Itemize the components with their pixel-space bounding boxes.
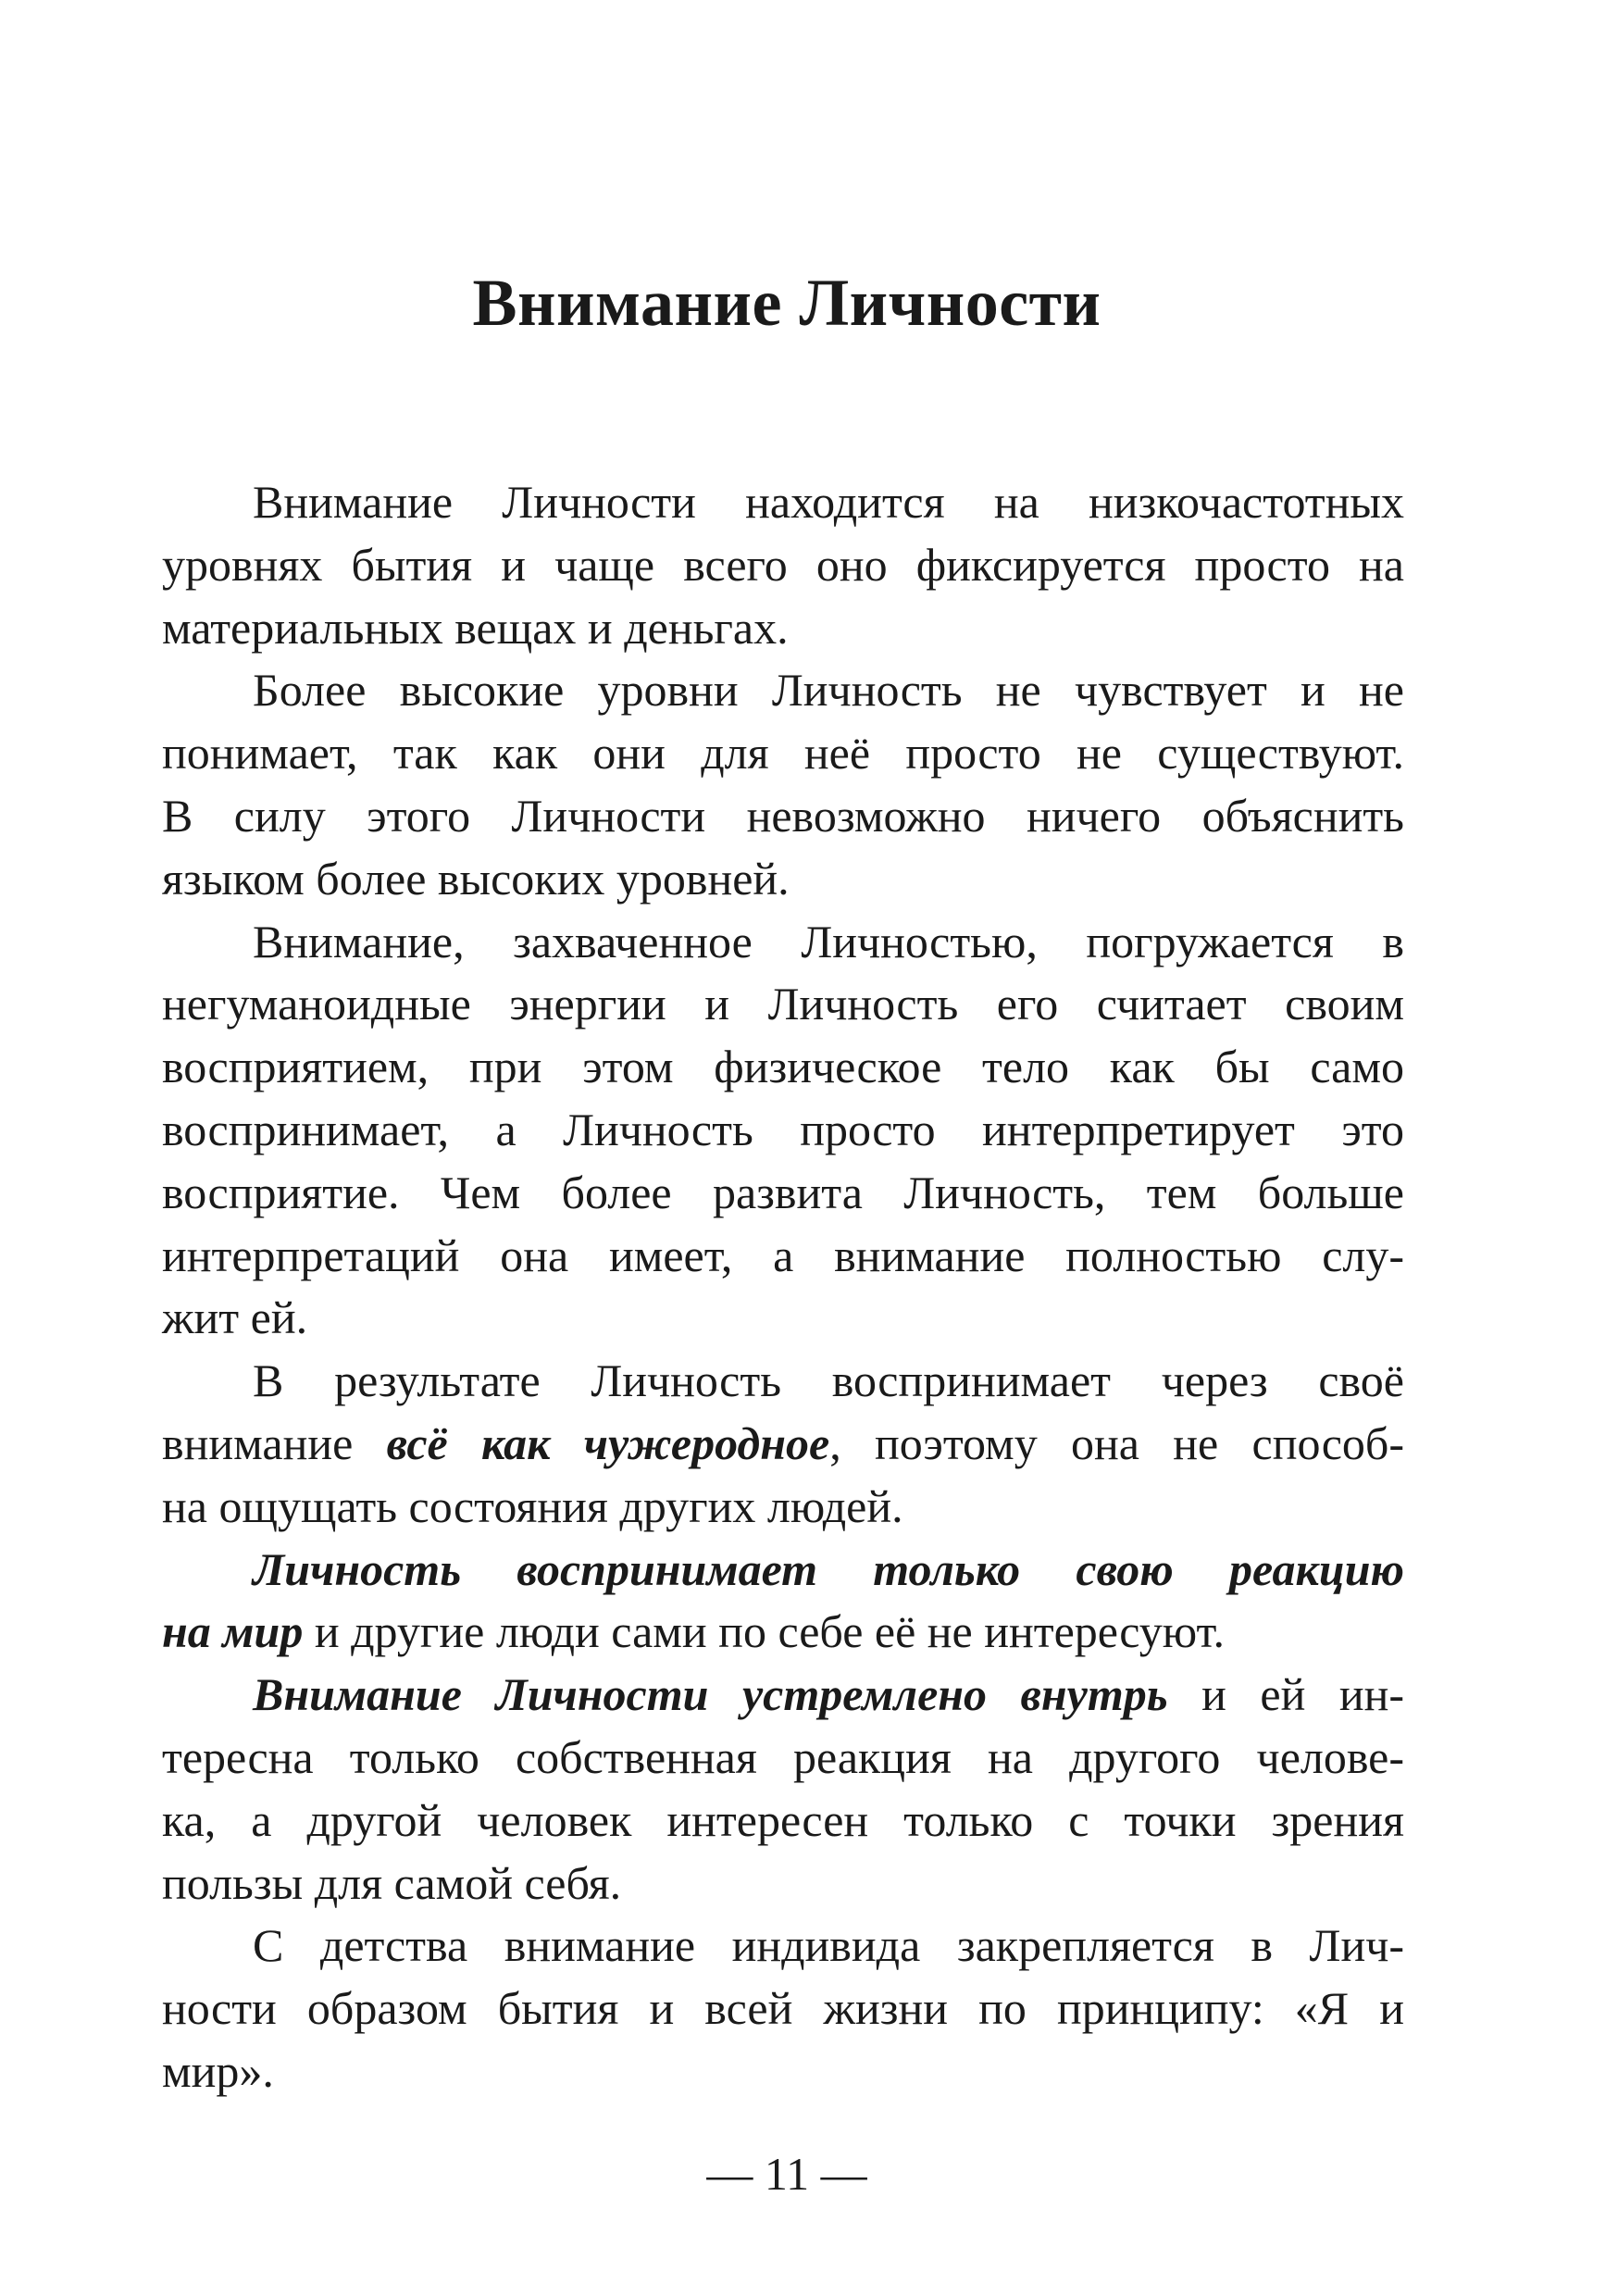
text-segment: , поэтому она не способ- bbox=[829, 1416, 1404, 1469]
text-line bbox=[162, 911, 1404, 974]
paragraph bbox=[162, 1664, 1404, 1915]
text-segment: восприятием, при этом физическое тело как бы само bbox=[162, 1041, 1404, 1093]
text-line bbox=[162, 1225, 1404, 1288]
paragraph bbox=[162, 911, 1404, 1351]
text-segment: воспринимает, а Личность просто интерпретирует это bbox=[162, 1103, 1404, 1155]
paragraph bbox=[162, 1915, 1404, 2103]
text-line bbox=[162, 1790, 1404, 1853]
text-segment: внимание bbox=[162, 1416, 387, 1469]
text-line bbox=[162, 471, 1404, 534]
text-segment: тересна только собственная реакция на другого челове- bbox=[162, 1730, 1404, 1783]
text-line bbox=[162, 2040, 1404, 2103]
text-segment: и ей ин- bbox=[1167, 1668, 1404, 1721]
text-line bbox=[162, 534, 1404, 597]
paragraph bbox=[162, 1539, 1404, 1665]
text-segment: на ощущать состояния других людей. bbox=[162, 1479, 903, 1532]
text-segment: мир». bbox=[162, 2044, 274, 2097]
text-line bbox=[162, 785, 1404, 848]
text-line bbox=[162, 1978, 1404, 2040]
text-line bbox=[162, 1413, 1404, 1476]
emphasized-text: на мир bbox=[162, 1605, 304, 1658]
text-segment: негуманоидные энергии и Личность его считает своим bbox=[162, 978, 1404, 1030]
text-segment: понимает, так как они для неё просто не существуют. bbox=[162, 727, 1404, 780]
text-line bbox=[162, 1350, 1404, 1413]
text-segment: интерпретаций она имеет, а внимание полностью слу- bbox=[162, 1229, 1404, 1281]
text-line bbox=[162, 1601, 1404, 1664]
emphasized-text: всё как чужеродное bbox=[386, 1416, 830, 1469]
text-line bbox=[162, 1162, 1404, 1225]
text-segment: В силу этого Личности невозможно ничего объяснить bbox=[162, 789, 1404, 842]
text-segment: В результате Личность воспринимает через своё bbox=[253, 1354, 1404, 1407]
text-line bbox=[162, 597, 1404, 660]
text-segment: и другие люди сами по себе её не интересуют. bbox=[303, 1605, 1226, 1658]
text-segment: С детства внимание индивида закрепляется в Лич- bbox=[253, 1919, 1404, 1972]
text-line bbox=[162, 722, 1404, 785]
text-line bbox=[162, 1853, 1404, 1915]
text-line bbox=[162, 1099, 1404, 1162]
text-line bbox=[162, 1539, 1404, 1602]
text-line bbox=[162, 1476, 1404, 1539]
text-line bbox=[162, 973, 1404, 1036]
text-segment: восприятие. Чем более развита Личность, тем больше bbox=[162, 1166, 1404, 1218]
text-segment: Внимание, захваченное Личностью, погружается в bbox=[253, 915, 1404, 967]
text-segment: пользы для самой себя. bbox=[162, 1856, 622, 1909]
chapter-title: Внимание Личности bbox=[472, 266, 1101, 340]
text-segment: Более высокие уровни Личность не чувствует и не bbox=[253, 664, 1404, 717]
paragraph bbox=[162, 1350, 1404, 1538]
text-line bbox=[162, 1287, 1404, 1350]
body-text bbox=[162, 471, 1404, 2103]
text-line bbox=[162, 1036, 1404, 1099]
text-line bbox=[162, 1664, 1404, 1727]
emphasized-text: Личность воспринимает только свою реакцию bbox=[253, 1542, 1404, 1595]
paragraph bbox=[162, 471, 1404, 659]
text-line bbox=[162, 1915, 1404, 1978]
emphasized-text: Внимание Личности устремлено внутрь bbox=[253, 1668, 1168, 1721]
text-segment: языком более высоких уровней. bbox=[162, 852, 790, 905]
text-segment: ка, а другой человек интересен только с точки зрения bbox=[162, 1793, 1404, 1846]
text-segment: Внимание Личности находится на низкочастотных bbox=[253, 476, 1404, 528]
paragraph bbox=[162, 659, 1404, 910]
text-segment: ности образом бытия и всей жизни по принципу: «Я и bbox=[162, 1982, 1404, 2035]
text-segment: уровнях бытия и чаще всего оно фиксируется просто на bbox=[162, 538, 1404, 591]
text-segment: материальных вещах и деньгах. bbox=[162, 601, 789, 654]
text-line bbox=[162, 848, 1404, 911]
text-line bbox=[162, 659, 1404, 722]
text-line bbox=[162, 1727, 1404, 1790]
page-number: — 11 — bbox=[706, 2148, 867, 2200]
text-segment: жит ей. bbox=[162, 1292, 308, 1344]
